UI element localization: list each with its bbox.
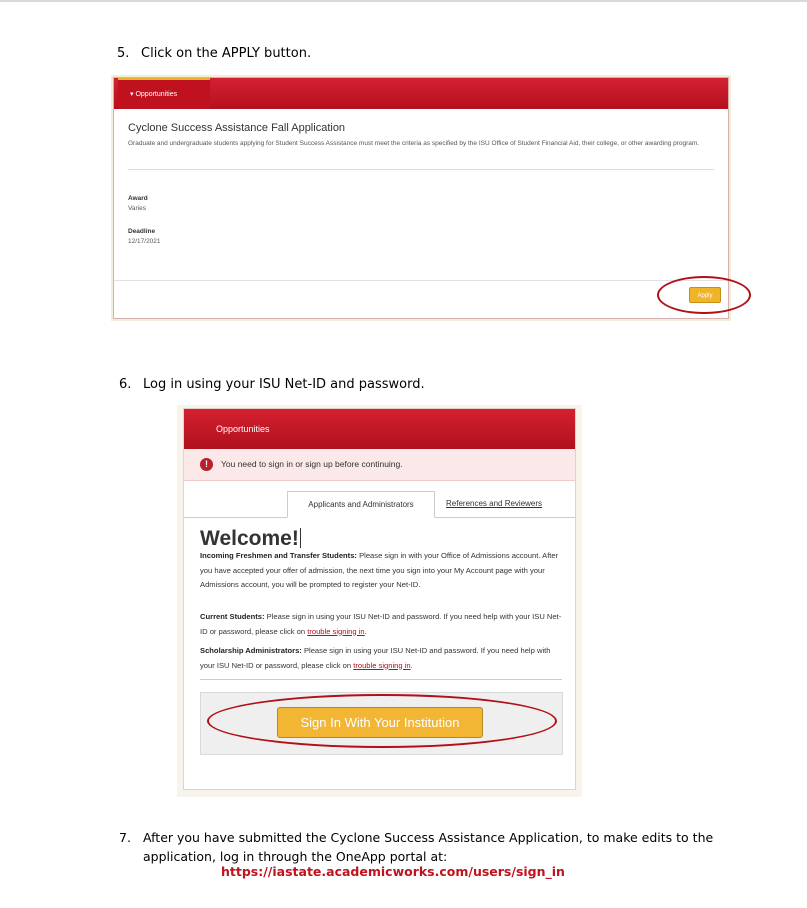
apply-button[interactable]: Apply <box>689 287 721 303</box>
opportunity-screenshot <box>113 77 729 319</box>
tab-references-reviewers[interactable]: References and Reviewers <box>446 499 543 508</box>
login-tabs <box>184 491 575 518</box>
welcome-text: Welcome! <box>200 527 299 550</box>
step-5-text: Click on the APPLY button. <box>141 46 312 61</box>
application-description: Graduate and undergraduate students applying for Student Success Assistance must meet the criteria as specified by the ISU Office of Student Financial Aid, their college, or other awarding program. <box>128 140 700 147</box>
sign-in-with-institution-button[interactable]: Sign In With Your Institution <box>277 707 483 738</box>
step-6-text: Log in using your ISU Net-ID and password. <box>143 377 425 392</box>
alert-text: You need to sign in or sign up before continuing. <box>221 459 403 469</box>
tab-opportunities[interactable]: ▾ Opportunities <box>118 78 210 109</box>
trouble-signing-in-link[interactable]: trouble signing in <box>307 626 365 636</box>
tab-applicants-administrators[interactable]: Applicants and Administrators <box>287 491 435 518</box>
footer-divider <box>114 280 728 281</box>
award-label: Award <box>128 195 148 202</box>
login-header: Opportunities <box>184 409 575 449</box>
deadline-label: Deadline <box>128 228 156 235</box>
freshmen-transfer-text: Please sign in with your Office of Admissions account. After you have accepted your offer of admission, the next time you sign into your My Account page with your Admissions account, you will be prompted to register your Net-ID. <box>200 551 559 589</box>
oneapp-portal-url[interactable]: https://iastate.academicworks.com/users/sign_in <box>221 864 565 879</box>
opportunities-tab-bar <box>114 78 728 109</box>
current-students-text: Please sign in using your ISU Net-ID and password. If you need help with your ISU Net-ID or password, please click on <box>200 612 562 636</box>
period: . <box>364 626 367 636</box>
step-7-number: 7. <box>119 830 131 845</box>
deadline-value: 12/17/2021 <box>128 238 161 245</box>
welcome-heading <box>200 527 301 551</box>
divider <box>200 679 562 680</box>
divider <box>128 169 714 170</box>
scholarship-admins-label: Scholarship Administrators: <box>200 646 302 655</box>
freshmen-transfer-paragraph <box>200 549 566 593</box>
sign-in-highlight-ellipse <box>207 694 557 748</box>
text-cursor <box>300 528 301 548</box>
trouble-signing-in-link-admins[interactable]: trouble signing in <box>353 660 411 670</box>
freshmen-transfer-label: Incoming Freshmen and Transfer Students: <box>200 551 357 560</box>
current-students-label: Current Students: <box>200 612 265 621</box>
sign-in-alert <box>184 449 575 481</box>
application-title: Cyclone Success Assistance Fall Application <box>128 122 346 134</box>
current-students-paragraph <box>200 610 566 639</box>
step-5 <box>117 46 311 61</box>
step-6 <box>119 377 425 392</box>
scholarship-admins-paragraph <box>200 644 566 673</box>
apply-highlight-ellipse <box>657 276 751 314</box>
scholarship-admins-text: Please sign in using your ISU Net-ID and password. If you need help with your ISU Net-ID or password, please click on <box>200 646 551 670</box>
step-5-number: 5. <box>117 46 130 61</box>
step-6-number: 6. <box>119 377 132 392</box>
step-7-text: After you have submitted the Cyclone Success Assistance Application, to make edits to the application, log in through the OneApp portal at: <box>143 830 714 864</box>
alert-icon: ! <box>200 458 213 471</box>
award-value: Varies <box>128 205 146 212</box>
period: . <box>410 660 413 670</box>
page-top-border <box>0 0 807 2</box>
